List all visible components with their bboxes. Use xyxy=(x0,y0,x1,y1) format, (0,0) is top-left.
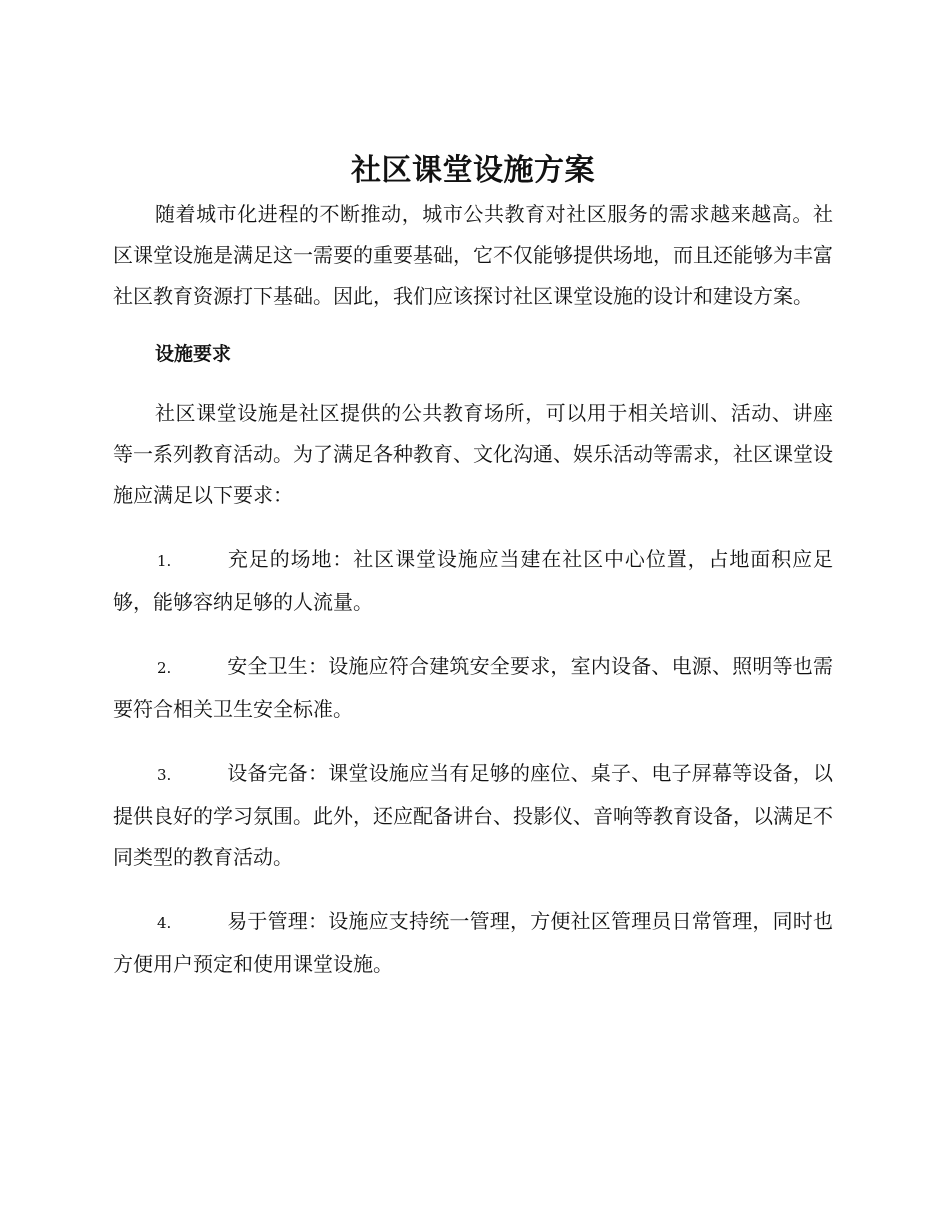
intro-paragraph: 随着城市化进程的不断推动，城市公共教育对社区服务的需求越来越高。社区课堂设施是满足这一需要的重要基础，它不仅能够提供场地，而且还能够为丰富社区教育资源打下基础。因此，我们应该探讨社区课堂设施的设计和建设方案。 xyxy=(113,202,833,308)
section-heading: 设施要求 xyxy=(155,343,232,365)
list-item xyxy=(113,539,833,623)
requirements-list xyxy=(113,539,833,985)
list-item-text: 易于管理：设施应支持统一管理，方便社区管理员日常管理，同时也方便用户预定和使用课堂设施。 xyxy=(113,909,833,976)
list-item-number: 1. xyxy=(157,552,172,570)
document-title: 社区课堂设施方案 xyxy=(351,153,595,188)
document-body xyxy=(113,148,833,1008)
list-item-number: 3. xyxy=(157,766,172,784)
list-item-text: 充足的场地：社区课堂设施应当建在社区中心位置，占地面积应足够，能够容纳足够的人流量。 xyxy=(113,547,833,614)
list-item-text: 设备完备：课堂设施应当有足够的座位、桌子、电子屏幕等设备，以提供良好的学习氛围。此外，还应配备讲台、投影仪、音响等教育设备，以满足不同类型的教育活动。 xyxy=(113,761,833,869)
list-item-number: 4. xyxy=(157,914,172,932)
list-item xyxy=(113,901,833,985)
list-item-text: 安全卫生：设施应符合建筑安全要求，室内设备、电源、照明等也需要符合相关卫生安全标准。 xyxy=(113,654,833,721)
list-item-number: 2. xyxy=(157,659,172,677)
list-item xyxy=(113,753,833,878)
list-item xyxy=(113,646,833,730)
section-paragraph: 社区课堂设施是社区提供的公共教育场所，可以用于相关培训、活动、讲座等一系列教育活动。为了满足各种教育、文化沟通、娱乐活动等需求，社区课堂设施应满足以下要求： xyxy=(113,401,833,507)
